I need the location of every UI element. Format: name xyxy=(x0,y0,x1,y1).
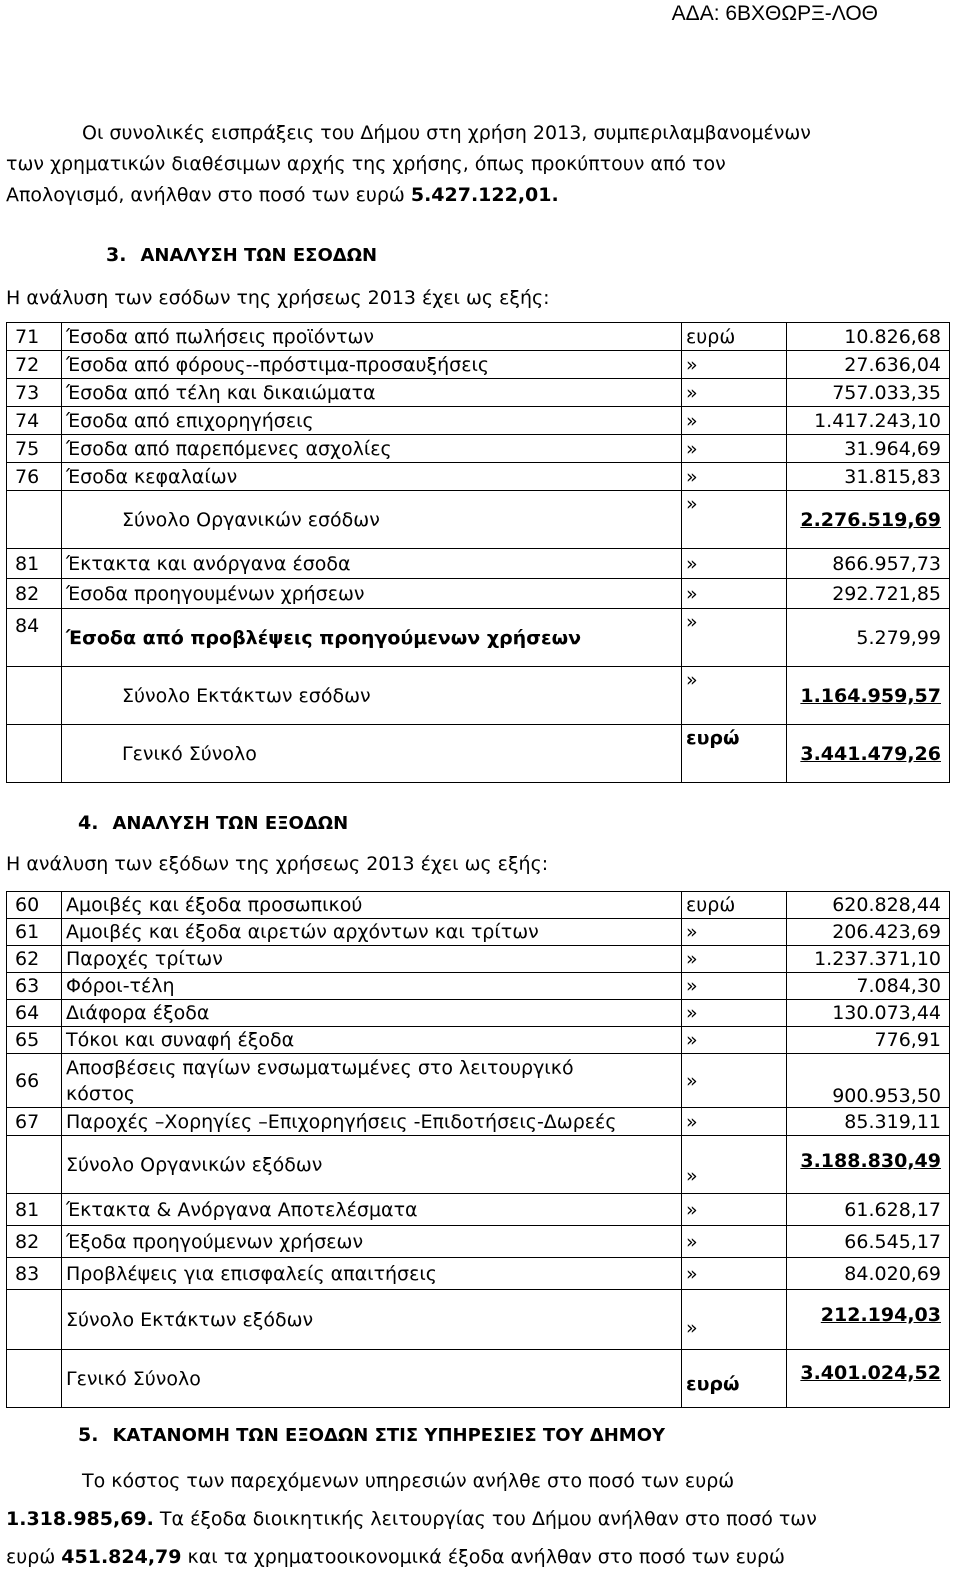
grand-total-row: Γενικό Σύνολο ευρώ 3.401.024,52 xyxy=(7,1350,950,1408)
table-row: 60 Αμοιβές και έξοδα προσωπικού ευρώ 620.828,44 xyxy=(7,892,950,919)
table-row: 64 Διάφορα έξοδα » 130.073,44 xyxy=(7,1000,950,1027)
section5-line-2: 1.318.985,69. Τα έξοδα διοικητικής λειτουργίας του Δήμου ανήλθαν στο ποσό των xyxy=(6,1508,817,1530)
intro-line-3: Απολογισμό, ανήλθαν στο ποσό των ευρώ 5.427.122,01. xyxy=(6,184,559,206)
subtotal-row: Σύνολο Εκτάκτων εξόδων » 212.194,03 xyxy=(7,1290,950,1350)
section3-heading: 3. ΑΝΑΛΥΣΗ ΤΩΝ ΕΣΟΔΩΝ xyxy=(106,244,378,266)
table-row: 72 Έσοδα από φόρους--πρόστιμα-προσαυξήσεις » 27.636,04 xyxy=(7,351,950,379)
table-row: 63 Φόροι-τέλη » 7.084,30 xyxy=(7,973,950,1000)
expense-table xyxy=(6,891,950,1408)
subtotal-row: Σύνολο Οργανικών εσόδων » 2.276.519,69 xyxy=(7,491,950,549)
table-row: 81 Έκτακτα & Ανόργανα Αποτελέσματα » 61.628,17 xyxy=(7,1194,950,1226)
section5-heading: 5. ΚΑΤΑΝΟΜΗ ΤΩΝ ΕΞΟΔΩΝ ΣΤΙΣ ΥΠΗΡΕΣΙΕΣ ΤΟΥ ΔΗΜΟΥ xyxy=(78,1424,666,1446)
intro-line-2: των χρηματικών διαθέσιμων αρχής της χρήσης, όπως προκύπτουν από τον xyxy=(6,153,726,175)
table-row: 76 Έσοδα κεφαλαίων » 31.815,83 xyxy=(7,463,950,491)
table-row: 65 Τόκοι και συναφή έξοδα » 776,91 xyxy=(7,1027,950,1054)
table-row: 71 Έσοδα από πωλήσεις προϊόντων ευρώ 10.826,68 xyxy=(7,323,950,351)
table-row: 75 Έσοδα από παρεπόμενες ασχολίες » 31.964,69 xyxy=(7,435,950,463)
table-row: 61 Αμοιβές και έξοδα αιρετών αρχόντων και τρίτων » 206.423,69 xyxy=(7,919,950,946)
ada-code: ΑΔΑ: 6ΒΧΘΩΡΞ-ΛΟΘ xyxy=(671,2,878,25)
table-row: 74 Έσοδα από επιχορηγήσεις » 1.417.243,10 xyxy=(7,407,950,435)
section5-line-3: ευρώ 451.824,79 και τα χρηματοοικονομικά έξοδα ανήλθαν στο ποσό των ευρώ xyxy=(6,1546,785,1568)
subtotal-row: Σύνολο Οργανικών εξόδων » 3.188.830,49 xyxy=(7,1136,950,1194)
revenue-table xyxy=(6,322,950,783)
table-row: 62 Παροχές τρίτων » 1.237.371,10 xyxy=(7,946,950,973)
section4-intro: Η ανάλυση των εξόδων της χρήσεως 2013 έχει ως εξής: xyxy=(6,853,549,875)
section5-line-1: Το κόστος των παρεχόμενων υπηρεσιών ανήλθε στο ποσό των ευρώ xyxy=(82,1470,735,1492)
grand-total-row: Γενικό Σύνολο ευρώ 3.441.479,26 xyxy=(7,725,950,783)
section4-heading: 4. ΑΝΑΛΥΣΗ ΤΩΝ ΕΞΟΔΩΝ xyxy=(78,812,349,834)
section3-intro: Η ανάλυση των εσόδων της χρήσεως 2013 έχει ως εξής: xyxy=(6,287,550,309)
table-row: 82 Έξοδα προηγούμενων χρήσεων » 66.545,17 xyxy=(7,1226,950,1258)
intro-total-amount: 5.427.122,01. xyxy=(410,184,559,206)
table-row: 73 Έσοδα από τέλη και δικαιώματα » 757.033,35 xyxy=(7,379,950,407)
intro-paragraph xyxy=(6,118,938,211)
subtotal-row: Σύνολο Εκτάκτων εσόδων » 1.164.959,57 xyxy=(7,667,950,725)
intro-line-1: Οι συνολικές εισπράξεις του Δήμου στη χρήση 2013, συμπεριλαμβανομένων xyxy=(82,122,811,144)
table-row: 81 Έκτακτα και ανόργανα έσοδα » 866.957,73 xyxy=(7,549,950,579)
table-row: 83 Προβλέψεις για επισφαλείς απαιτήσεις » 84.020,69 xyxy=(7,1258,950,1290)
table-row: 66 Αποσβέσεις παγίων ενσωματωμένες στο λειτουργικό κόστος » 900.953,50 xyxy=(7,1054,950,1108)
table-row: 82 Έσοδα προηγουμένων χρήσεων » 292.721,85 xyxy=(7,579,950,609)
table-row: 67 Παροχές –Χορηγίες –Επιχορηγήσεις -Επιδοτήσεις-Δωρεές » 85.319,11 xyxy=(7,1108,950,1136)
section5-paragraph xyxy=(6,1462,938,1576)
table-row: 84 Έσοδα από προβλέψεις προηγούμενων χρήσεων » 5.279,99 xyxy=(7,609,950,667)
